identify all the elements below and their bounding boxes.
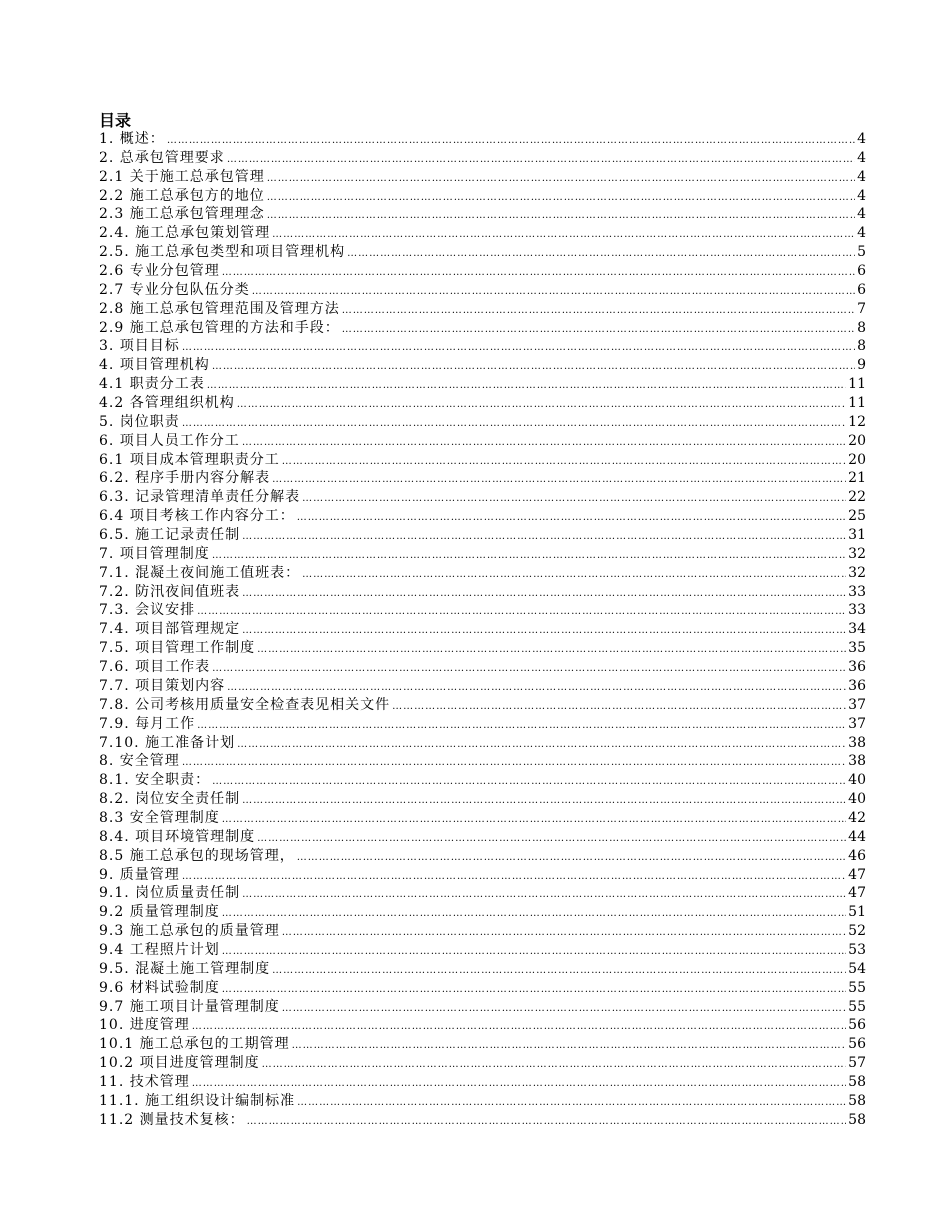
toc-entry-page-number: 36 [848, 659, 866, 676]
toc-entry-page-number: 55 [848, 979, 866, 996]
toc-entry-page-number: 4 [857, 225, 866, 242]
toc-entry-page-number: 37 [848, 715, 866, 732]
dot-leader [247, 1113, 847, 1130]
toc-entry-label: 7. 项目管理制度 [99, 545, 210, 562]
toc-entry-label: 7.3. 会议安排 [99, 602, 196, 619]
toc-entry[interactable] [99, 1054, 866, 1073]
toc-entry[interactable] [99, 998, 866, 1017]
toc-entry[interactable] [99, 903, 866, 922]
toc-entry-page-number: 40 [848, 772, 866, 789]
toc-entry-label: 8. 安全管理 [99, 753, 180, 770]
toc-entry[interactable] [99, 224, 866, 243]
toc-entry-page-number: 44 [848, 828, 866, 845]
toc-entry-label: 9.5. 混凝土施工管理制度 [99, 960, 271, 977]
dot-leader [342, 321, 855, 338]
toc-entry-label: 7.9. 每月工作 [99, 715, 196, 732]
dot-leader [212, 773, 846, 790]
dot-leader [212, 660, 846, 677]
toc-entry[interactable] [99, 620, 866, 639]
dot-leader [282, 1000, 846, 1017]
toc-entry[interactable] [99, 545, 866, 564]
toc-entry-page-number: 25 [848, 508, 866, 525]
toc-entry[interactable] [99, 356, 866, 375]
toc-entry-page-number: 56 [848, 1036, 866, 1053]
dot-leader [242, 792, 846, 809]
toc-entry[interactable] [99, 715, 866, 734]
toc-entry-page-number: 57 [848, 1055, 866, 1072]
dot-leader [242, 528, 846, 545]
toc-entry-page-number: 4 [857, 131, 866, 147]
toc-entry-page-number: 53 [848, 941, 866, 958]
toc-entry-page-number: 38 [848, 753, 866, 770]
dot-leader [272, 471, 846, 488]
toc-entry-page-number: 35 [848, 640, 866, 657]
dot-leader [227, 679, 846, 696]
toc-entry-label: 7.1. 混凝土夜间施工值班表： [99, 564, 301, 581]
toc-entry-label: 6.5. 施工记录责任制 [99, 527, 241, 544]
toc-entry[interactable] [99, 752, 866, 771]
toc-entry[interactable] [99, 583, 866, 602]
dot-leader [267, 170, 855, 187]
toc-entry-label: 2.7 专业分包队伍分类 [99, 281, 250, 298]
toc-entry-label: 7.7. 项目策划内容 [99, 677, 226, 694]
toc-entry[interactable] [99, 884, 866, 903]
toc-entry-label: 7.2. 防汛夜间值班表 [99, 583, 241, 600]
toc-entry-label: 6.4 项目考核工作内容分工： [99, 508, 295, 525]
toc-entry[interactable] [99, 488, 866, 507]
dot-leader [182, 868, 846, 885]
toc-entry-label: 2.9 施工总承包管理的方法和手段： [99, 319, 340, 336]
toc-entry-label: 1. 概述： [99, 131, 165, 147]
toc-entry-label: 6.1 项目成本管理职责分工 [99, 451, 280, 468]
dot-leader [242, 585, 846, 602]
dot-leader [222, 981, 846, 998]
toc-entry-page-number: 6 [857, 281, 866, 298]
dot-leader [392, 698, 846, 715]
toc-entry-page-number: 33 [848, 602, 866, 619]
toc-entry[interactable] [99, 451, 866, 470]
toc-entry-page-number: 58 [848, 1073, 866, 1090]
toc-entry-page-number: 6 [857, 263, 866, 280]
toc-entry-label: 2.2 施工总承包方的地位 [99, 187, 265, 204]
toc-entry-page-number: 58 [848, 1111, 866, 1128]
toc-entry[interactable] [99, 507, 866, 526]
toc-entry-label: 2.5. 施工总承包类型和项目管理机构 [99, 244, 346, 261]
toc-entry[interactable] [99, 1073, 866, 1092]
toc-entry[interactable] [99, 696, 866, 715]
dot-leader [262, 1056, 847, 1073]
toc-entry-label: 7.6. 项目工作表 [99, 659, 211, 676]
toc-entry-label: 9.4 工程照片计划 [99, 941, 220, 958]
toc-entry-label: 8.5 施工总承包的现场管理， [99, 847, 295, 864]
toc-entry-label: 4.2 各管理组织机构 [99, 395, 235, 412]
toc-entry[interactable] [99, 960, 866, 979]
toc-entry-page-number: 51 [848, 904, 866, 921]
dot-leader [242, 622, 846, 639]
dot-leader [192, 1018, 846, 1035]
toc-entry-label: 8.4. 项目环境管理制度 [99, 828, 256, 845]
toc-entry-page-number: 47 [848, 866, 866, 883]
toc-entry-label: 2. 总承包管理要求 [99, 149, 225, 166]
toc-entry-label: 6. 项目人员工作分工 [99, 432, 240, 449]
dot-leader [197, 603, 846, 620]
dot-leader [227, 151, 855, 168]
toc-entry-label: 2.4. 施工总承包策划管理 [99, 225, 271, 242]
dot-leader [237, 396, 846, 413]
dot-leader [182, 754, 846, 771]
toc-entry-page-number: 56 [848, 1017, 866, 1034]
toc-entry[interactable] [99, 771, 866, 790]
toc-entry[interactable] [99, 790, 866, 809]
toc-entry[interactable] [99, 149, 866, 168]
toc-entry[interactable] [99, 639, 866, 658]
dot-leader [297, 509, 846, 526]
toc-entry[interactable] [99, 1035, 866, 1054]
toc-entry-label: 10.2 项目进度管理制度 [99, 1055, 260, 1072]
toc-entry-label: 9.2 质量管理制度 [99, 904, 220, 921]
dot-leader [272, 962, 846, 979]
toc-entry-page-number: 21 [848, 470, 866, 487]
toc-entry[interactable] [99, 526, 866, 545]
toc-entry-label: 6.2. 程序手册内容分解表 [99, 470, 271, 487]
toc-entry-page-number: 4 [857, 168, 866, 185]
toc-entry[interactable] [99, 130, 866, 149]
dot-leader [197, 717, 846, 734]
dot-leader [272, 226, 855, 243]
toc-entry-page-number: 22 [848, 489, 866, 506]
toc-entry-page-number: 4 [857, 149, 866, 166]
dot-leader [222, 811, 846, 828]
toc-entry[interactable] [99, 394, 866, 413]
toc-entry-label: 9.3 施工总承包的质量管理 [99, 923, 280, 940]
toc-entry-page-number: 8 [857, 338, 866, 355]
dot-leader [182, 339, 855, 356]
dot-leader [182, 415, 846, 432]
toc-entry-label: 7.10. 施工准备计划 [99, 734, 236, 751]
toc-entry[interactable] [99, 658, 866, 677]
toc-entry[interactable] [99, 337, 866, 356]
toc-entry-label: 5. 岗位职责 [99, 413, 180, 430]
dot-leader [282, 453, 846, 470]
dot-leader [222, 264, 855, 281]
toc-entry-label: 11. 技术管理 [99, 1073, 190, 1090]
toc-entry[interactable] [99, 809, 866, 828]
toc-entry[interactable] [99, 205, 866, 224]
toc-entry-page-number: 11 [848, 395, 866, 412]
toc-entry-page-number: 4 [857, 187, 866, 204]
dot-leader [267, 207, 855, 224]
toc-entry-page-number: 20 [848, 451, 866, 468]
toc-entry[interactable] [99, 922, 866, 941]
dot-leader [297, 1094, 846, 1111]
toc-entry-page-number: 7 [857, 300, 866, 317]
dot-leader [292, 1037, 847, 1054]
dot-leader [222, 943, 846, 960]
toc-entry-page-number: 37 [848, 696, 866, 713]
toc-entry-page-number: 42 [848, 809, 866, 826]
toc-entry-label: 7.5. 项目管理工作制度 [99, 640, 256, 657]
table-of-contents [99, 130, 866, 1130]
dot-leader [242, 434, 846, 451]
toc-entry-page-number: 32 [848, 545, 866, 562]
toc-entry[interactable] [99, 941, 866, 960]
toc-entry[interactable] [99, 734, 866, 753]
toc-entry[interactable] [99, 677, 866, 696]
dot-leader [252, 283, 855, 300]
toc-entry[interactable] [99, 564, 866, 583]
toc-entry-label: 9.1. 岗位质量责任制 [99, 885, 241, 902]
toc-entry-page-number: 20 [848, 432, 866, 449]
toc-entry-label: 10. 进度管理 [99, 1017, 190, 1034]
toc-entry[interactable] [99, 1016, 866, 1035]
dot-leader [342, 302, 855, 319]
toc-entry[interactable] [99, 1111, 866, 1130]
dot-leader [242, 886, 846, 903]
toc-entry[interactable] [99, 413, 866, 432]
toc-entry-page-number: 34 [848, 621, 866, 638]
toc-entry[interactable] [99, 432, 866, 451]
toc-entry-page-number: 11 [848, 376, 866, 393]
toc-entry-label: 8.3 安全管理制度 [99, 809, 220, 826]
toc-entry-label: 9.6 材料试验制度 [99, 979, 220, 996]
toc-entry-page-number: 9 [857, 357, 866, 374]
toc-entry-label: 11.1. 施工组织设计编制标准 [99, 1092, 296, 1109]
dot-leader [207, 377, 846, 394]
toc-entry-label: 9.7 施工项目计量管理制度 [99, 998, 280, 1015]
toc-entry-page-number: 46 [848, 847, 866, 864]
toc-entry-page-number: 5 [857, 244, 866, 261]
toc-entry-label: 4. 项目管理机构 [99, 357, 210, 374]
dot-leader [297, 849, 846, 866]
toc-entry[interactable] [99, 187, 866, 206]
dot-leader [222, 905, 846, 922]
toc-entry[interactable] [99, 319, 866, 338]
toc-entry-label: 2.1 关于施工总承包管理 [99, 168, 265, 185]
toc-entry-label: 10.1 施工总承包的工期管理 [99, 1036, 290, 1053]
toc-entry-label: 2.3 施工总承包管理理念 [99, 206, 265, 223]
toc-entry-label: 9. 质量管理 [99, 866, 180, 883]
toc-entry-page-number: 36 [848, 677, 866, 694]
toc-entry[interactable] [99, 375, 866, 394]
toc-entry-label: 7.4. 项目部管理规定 [99, 621, 241, 638]
toc-entry-label: 3. 项目目标 [99, 338, 180, 355]
toc-entry-label: 6.3. 记录管理清单责任分解表 [99, 489, 301, 506]
toc-entry-page-number: 31 [848, 527, 866, 544]
toc-title: 目录 [99, 111, 132, 130]
toc-entry-label: 2.8 施工总承包管理范围及管理方法 [99, 300, 340, 317]
dot-leader [267, 189, 855, 206]
toc-entry-page-number: 8 [857, 319, 866, 336]
toc-entry-label: 8.2. 岗位安全责任制 [99, 791, 241, 808]
toc-entry[interactable] [99, 601, 866, 620]
dot-leader [192, 1075, 846, 1092]
toc-entry[interactable] [99, 300, 866, 319]
toc-entry[interactable] [99, 243, 866, 262]
toc-entry[interactable] [99, 469, 866, 488]
toc-entry-label: 7.8. 公司考核用质量安全检查表见相关文件 [99, 696, 391, 713]
toc-entry[interactable] [99, 828, 866, 847]
toc-entry[interactable] [99, 281, 866, 300]
toc-entry[interactable] [99, 1092, 866, 1111]
toc-entry-page-number: 55 [848, 998, 866, 1015]
dot-leader [302, 490, 846, 507]
toc-entry-label: 11.2 测量技术复核： [99, 1111, 245, 1128]
toc-entry-page-number: 33 [848, 583, 866, 600]
dot-leader [257, 641, 846, 658]
dot-leader [302, 566, 846, 583]
toc-entry-page-number: 54 [848, 960, 866, 977]
toc-entry-page-number: 12 [848, 413, 866, 430]
dot-leader [347, 245, 855, 262]
dot-leader [212, 547, 846, 564]
dot-leader [237, 736, 846, 753]
toc-entry-page-number: 47 [848, 885, 866, 902]
toc-entry-page-number: 58 [848, 1092, 866, 1109]
toc-entry[interactable] [99, 866, 866, 885]
toc-entry-label: 4.1 职责分工表 [99, 376, 205, 393]
toc-entry[interactable] [99, 979, 866, 998]
dot-leader [257, 830, 846, 847]
toc-entry-page-number: 38 [848, 734, 866, 751]
toc-entry[interactable] [99, 262, 866, 281]
toc-entry-label: 2.6 专业分包管理 [99, 263, 220, 280]
toc-entry-label: 8.1. 安全职责： [99, 772, 211, 789]
dot-leader [167, 132, 855, 149]
toc-entry-page-number: 52 [848, 923, 866, 940]
toc-entry-page-number: 4 [857, 206, 866, 223]
dot-leader [282, 924, 846, 941]
toc-entry-page-number: 32 [848, 564, 866, 581]
toc-entry-page-number: 40 [848, 791, 866, 808]
toc-entry[interactable] [99, 168, 866, 187]
toc-entry[interactable] [99, 847, 866, 866]
dot-leader [212, 358, 855, 375]
